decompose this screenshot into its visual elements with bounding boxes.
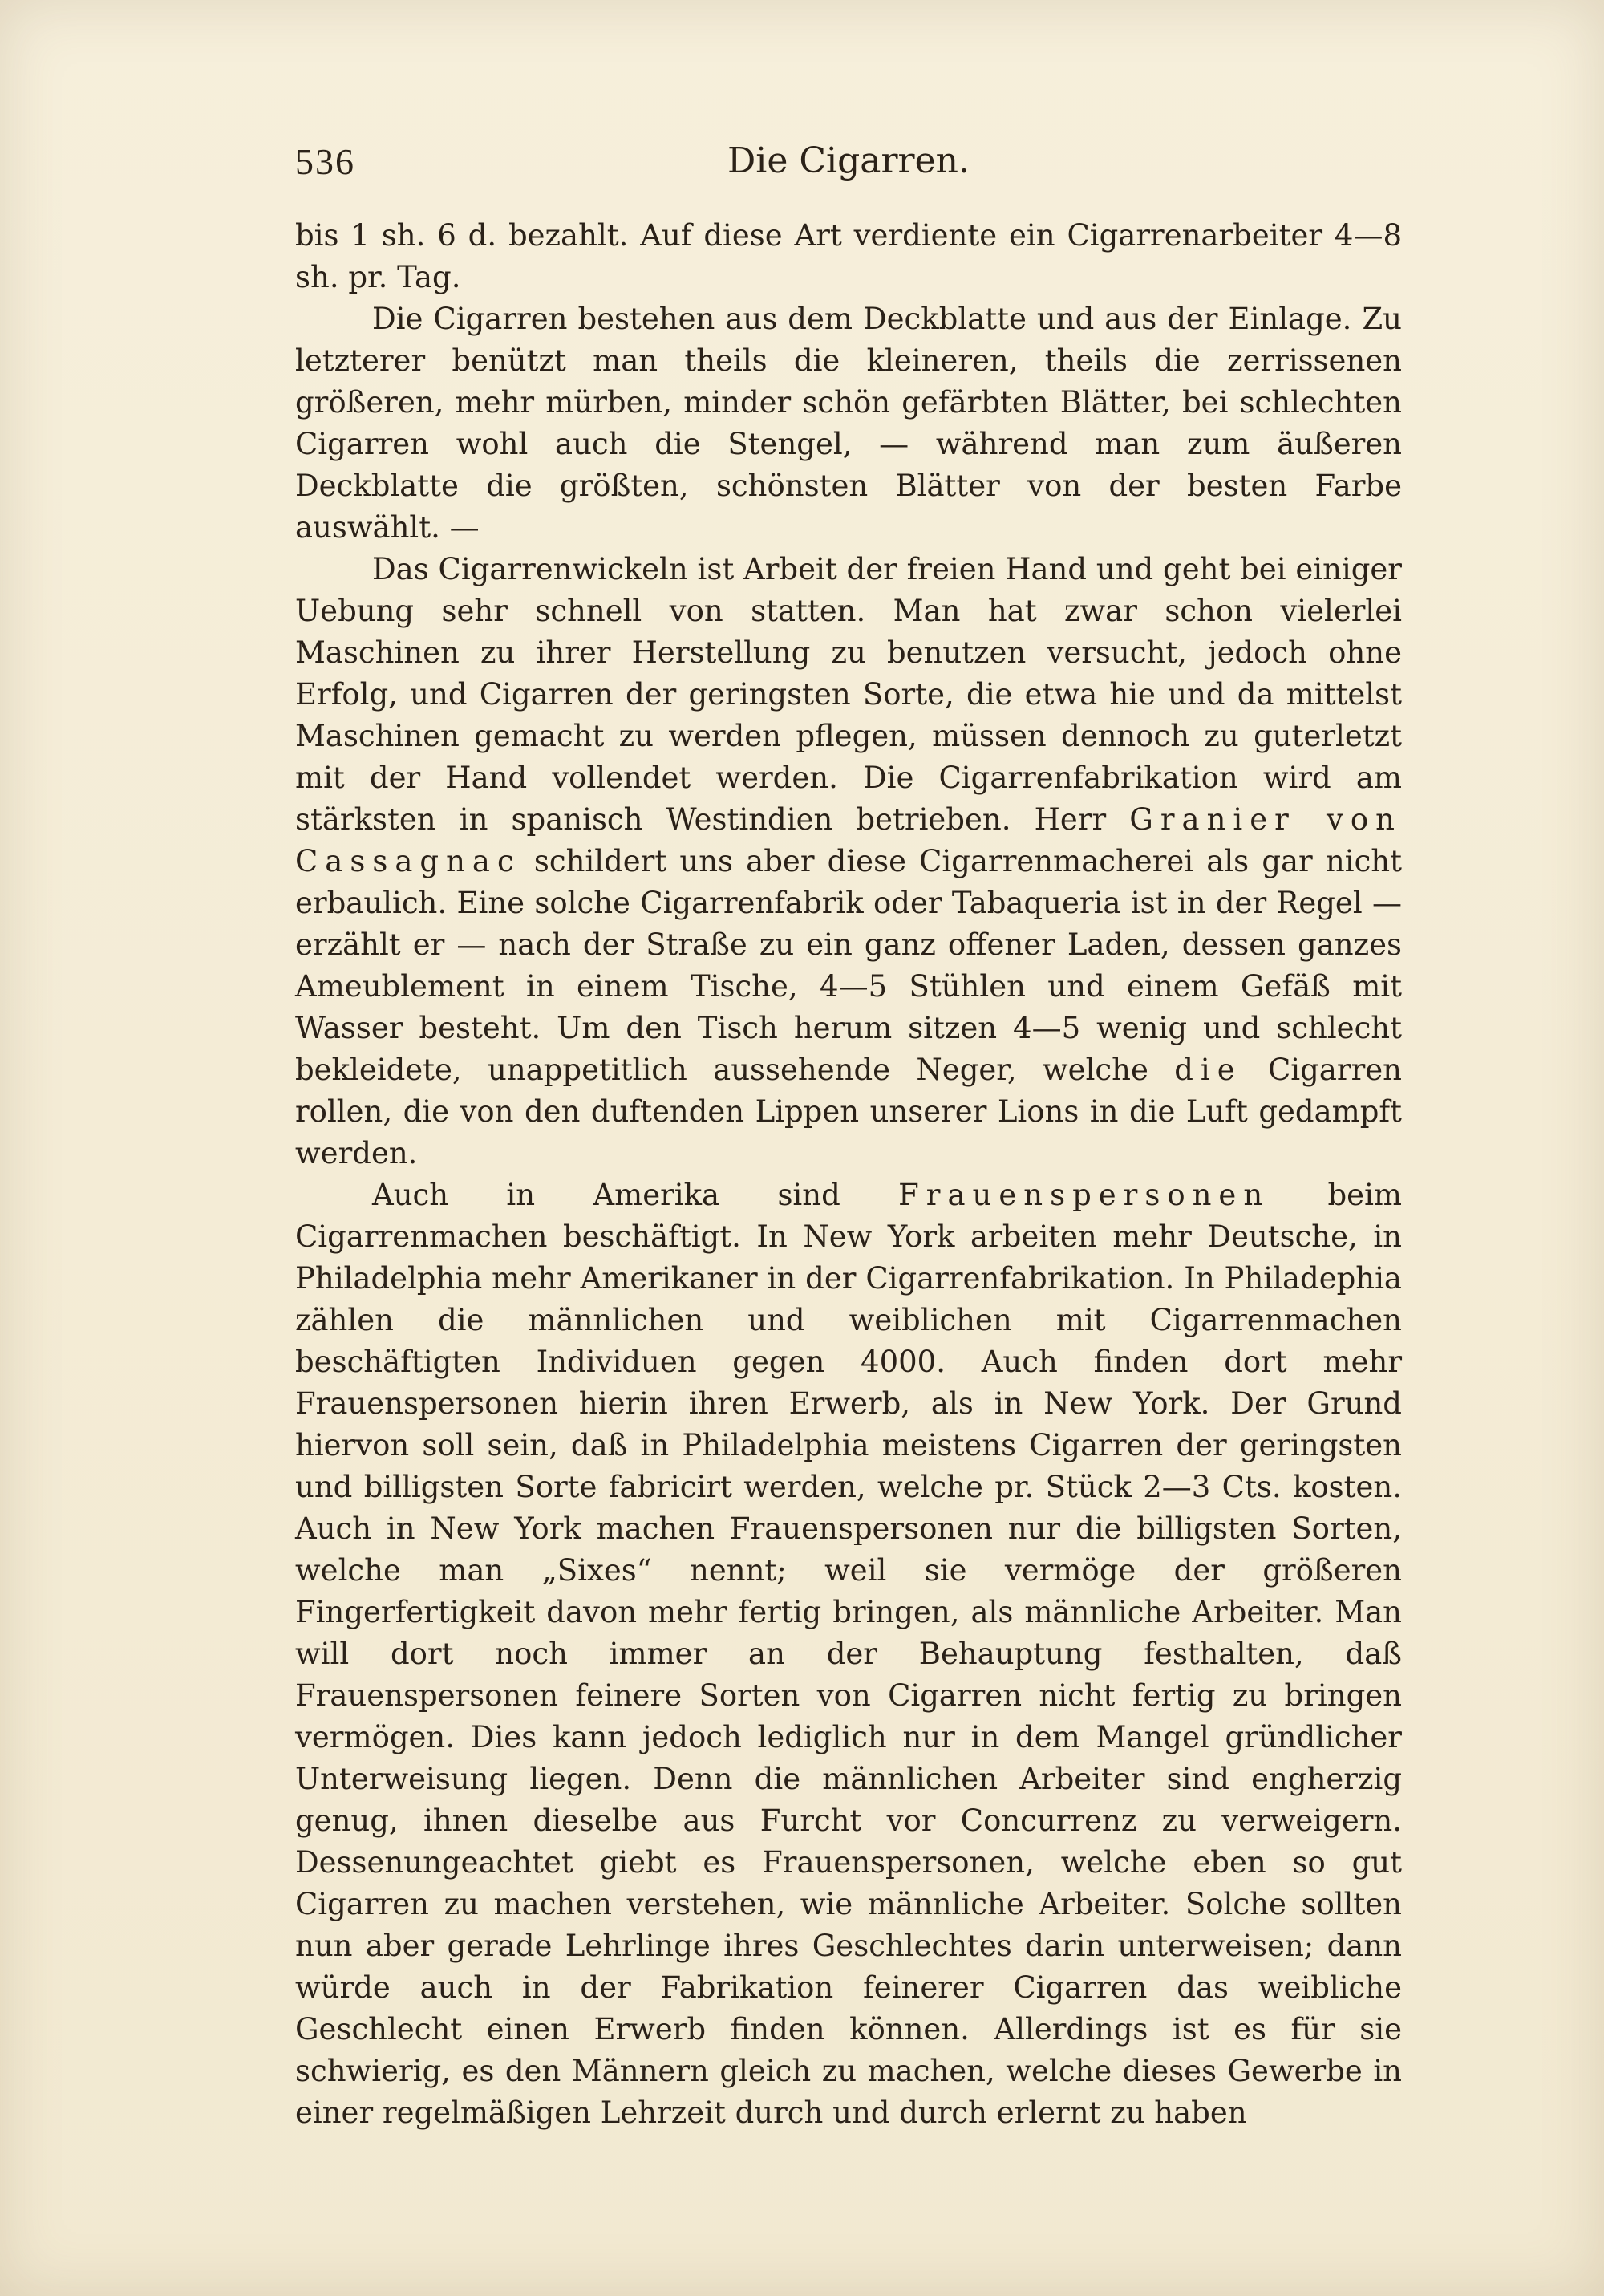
paragraph-cigar-rolling: [295, 549, 1402, 1174]
page-number: 536: [295, 141, 355, 182]
paragraph-text: Das Cigarrenwickeln ist Arbeit der freien Hand und geht bei einiger Uebung sehr schnell von statten. Man hat zwar schon vielerlei Maschinen zu ihrer Herstellung zu benutzen versucht, jedoch ohne Erfolg, und Cigarren der geringsten Sorte, die etwa hie und da mittelst Maschinen gemacht zu werden pflegen, müssen dennoch zu guterletzt mit der Hand vollendet werden. Die Cigarrenfabrikation wird am stärksten in spanisch Westindien betrieben. Herr: [295, 552, 1402, 837]
emphasized-word: Frauenspersonen: [898, 1178, 1270, 1212]
paragraph-continuation: bis 1 sh. 6 d. bezahlt. Auf diese Art verdiente ein Cigarrenarbeiter 4—8 sh. pr. Tag.: [295, 218, 1402, 294]
running-head: [295, 140, 1402, 197]
paragraph-cigar-composition: Die Cigarren bestehen aus dem Deckblatte und aus der Einlage. Zu letzterer benützt man theils die kleineren, theils die zerrissenen größeren, mehr mürben, minder schön gefärbten Blätter, bei schlechten Cigarren wohl auch die Stengel, — während man zum äußeren Deckblatte die größten, schönsten Blätter von der besten Farbe auswählt. —: [295, 302, 1402, 545]
paragraph-text: schildert uns aber diese Cigarrenmacherei als gar nicht erbaulich. Eine solche Cigarrenfabrik oder Tabaqueria ist in der Regel — erzählt er — nach der Straße zu ein ganz offener Laden, dessen ganzes Ameublement in einem Tische, 4—5 Stühlen und einem Gefäß mit Wasser besteht. Um den Tisch herum sitzen 4—5 wenig und schlecht bekleidete, unappetitlich aussehende Neger, welche: [295, 844, 1402, 1087]
paragraph-text: beim Cigarrenmachen beschäftigt. In New York arbeiten mehr Deutsche, in Philadelphia mehr Amerikaner in der Cigarrenfabrikation. In Philadephia zählen die männlichen und weiblichen mit Cigarrenmachen beschäftigten Individuen gegen 4000. Auch finden dort mehr Frauenspersonen hierin ihren Erwerb, als in New York. Der Grund hiervon soll sein, daß in Philadelphia meistens Cigarren der geringsten und billigsten Sorte fabricirt werden, welche pr. Stück 2—3 Cts. kosten. Auch in New York machen Frauenspersonen nur die billigsten Sorten, welche man „Sixes“ nennt; weil sie vermöge der größeren Fingerfertigkeit davon mehr fertig bringen, als männliche Arbeiter. Man will dort noch immer an der Behauptung festhalten, daß Frauenspersonen feinere Sorten von Cigarren nicht fertig zu bringen vermögen. Dies kann jedoch lediglich nur in dem Mangel gründlicher Unterweisung liegen. Denn die männlichen Arbeiter sind engherzig genug, ihnen dieselbe aus Furcht vor Concurrenz zu verweigern. Dessenungeachtet giebt es Frauenspersonen, welche eben so gut Cigarren zu machen verstehen, wie männliche Arbeiter. Solche sollten nun aber gerade Lehrlinge ihres Geschlechtes darin unterweisen; dann würde auch in der Fabrikation feinerer Cigarren das weibliche Geschlecht einen Erwerb finden können. Allerdings ist es für sie schwierig, es den Männern gleich zu machen, welche dieses Gewerbe in einer regelmäßigen Lehrzeit durch und durch erlernt zu haben: [295, 1178, 1402, 2130]
paragraph-text: Cigarren rollen, die von den duftenden Lippen unserer Lions in die Luft gedampft werden.: [295, 1053, 1402, 1170]
paragraph-text: Auch in Amerika sind: [372, 1178, 899, 1212]
paragraph-women-workers: [295, 1174, 1402, 2134]
emphasized-word: die: [1174, 1053, 1242, 1087]
body-text: [295, 215, 1402, 2134]
running-title: Die Cigarren.: [727, 140, 970, 181]
emphasized-name: Granier von Cassagnac: [295, 802, 1402, 878]
